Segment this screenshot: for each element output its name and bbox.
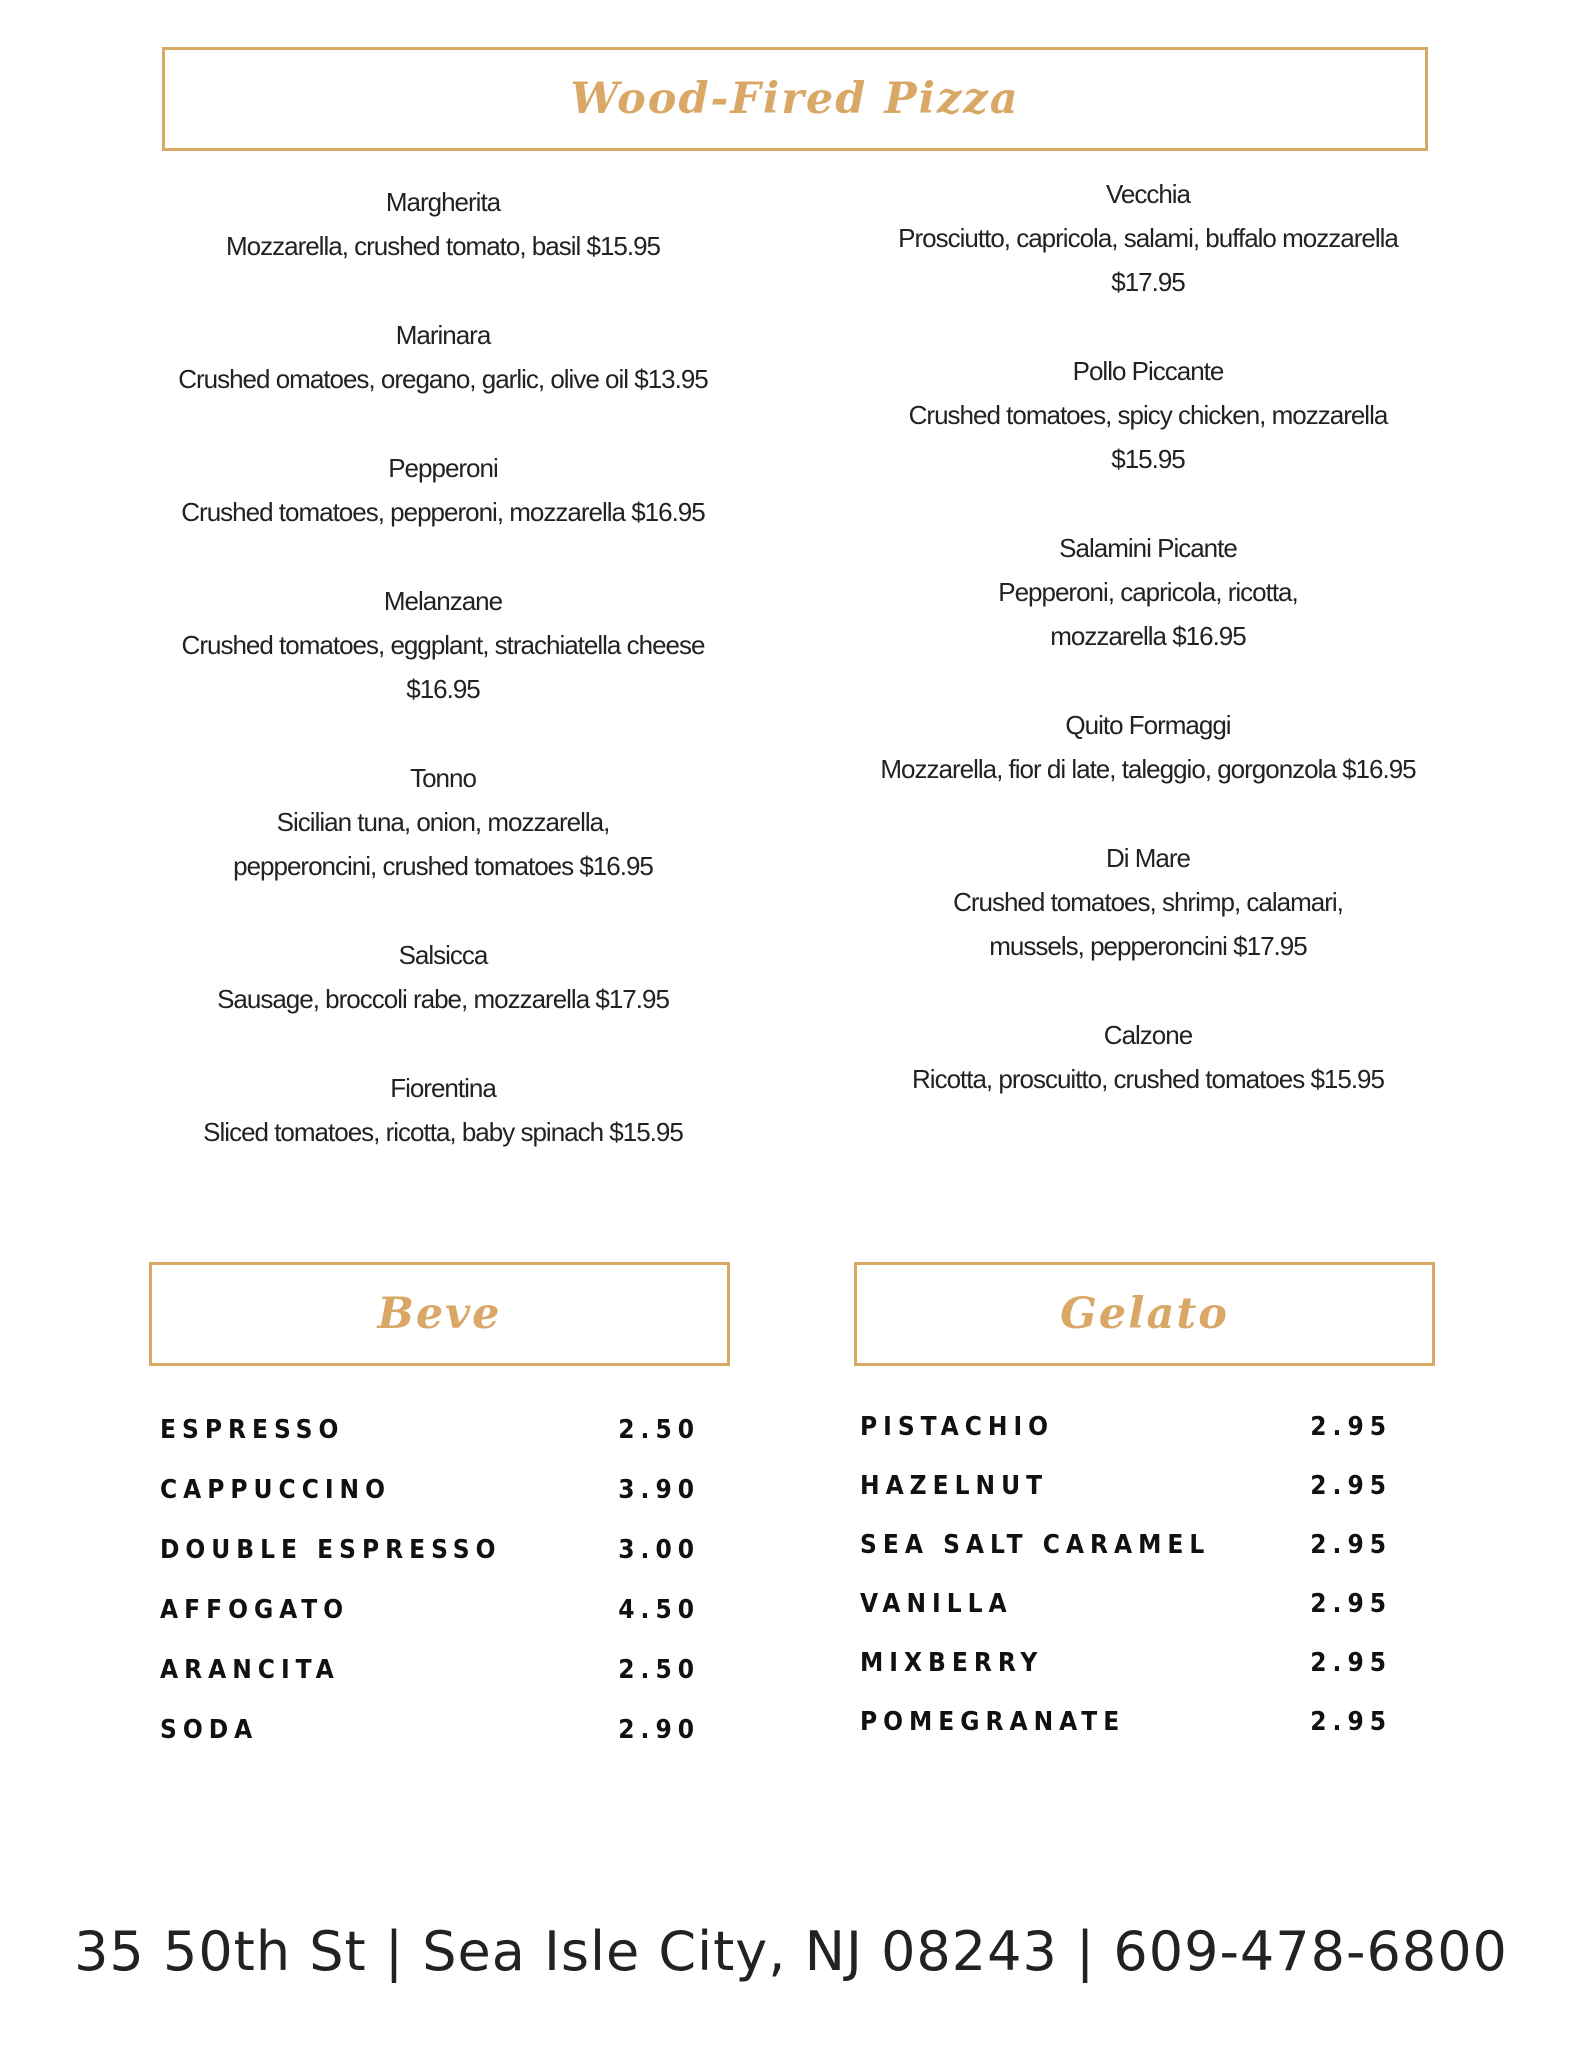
item-price: 2.50 <box>618 1655 700 1685</box>
pizza-section-title: Wood-Fired Pizza <box>570 74 1020 124</box>
gelato-list <box>860 1397 1392 1751</box>
gelato-item <box>860 1574 1392 1633</box>
item-name: POMEGRANATE <box>860 1706 1126 1737</box>
pizza-name: Calzone <box>1103 1020 1193 1050</box>
pizza-name: Salamini Picante <box>1059 533 1237 563</box>
beve-item <box>160 1520 700 1580</box>
gelato-item <box>860 1692 1392 1751</box>
gelato-item <box>860 1633 1392 1692</box>
pizza-name: Marinara <box>395 320 491 350</box>
beve-list <box>160 1400 700 1760</box>
item-price: 2.95 <box>1310 1647 1392 1678</box>
pizza-item <box>143 579 743 711</box>
item-name: HAZELNUT <box>860 1470 1049 1501</box>
item-name: SODA <box>160 1715 259 1745</box>
pizza-description: Pepperoni, capricola, ricotta, mozzarella $16.95 <box>998 577 1298 651</box>
item-price: 2.95 <box>1310 1706 1392 1737</box>
beve-section-header <box>149 1262 730 1366</box>
pizza-description: Prosciutto, capricola, salami, buffalo mozzarella $17.95 <box>898 223 1398 297</box>
pizza-name: Margherita <box>385 187 501 217</box>
item-price: 2.90 <box>618 1715 700 1745</box>
item-name: SEA SALT CARAMEL <box>860 1529 1211 1560</box>
pizza-item <box>848 836 1448 968</box>
item-price: 3.00 <box>618 1535 700 1565</box>
pizza-description: Sausage, broccoli rabe, mozzarella $17.95 <box>217 984 669 1014</box>
pizza-description: Crushed tomatoes, eggplant, strachiatella cheese $16.95 <box>181 630 705 704</box>
pizza-name: Pollo Piccante <box>1072 356 1224 386</box>
beve-item <box>160 1460 700 1520</box>
pizza-list-left <box>143 180 743 1199</box>
pizza-item <box>848 349 1448 481</box>
pizza-item <box>143 756 743 888</box>
item-price: 4.50 <box>618 1595 700 1625</box>
pizza-description: Mozzarella, fior di late, taleggio, gorgonzola $16.95 <box>880 754 1416 784</box>
item-name: MIXBERRY <box>860 1647 1044 1678</box>
pizza-description: Crushed tomatoes, spicy chicken, mozzarella $15.95 <box>908 400 1388 474</box>
gelato-section-header <box>854 1262 1435 1366</box>
pizza-description: Ricotta, proscuitto, crushed tomatoes $15.95 <box>912 1064 1384 1094</box>
pizza-item <box>143 1066 743 1154</box>
gelato-section-title: Gelato <box>1060 1289 1229 1339</box>
beve-item <box>160 1700 700 1760</box>
pizza-description: Crushed tomatoes, pepperoni, mozzarella $16.95 <box>181 497 705 527</box>
pizza-name: Quito Formaggi <box>1065 710 1231 740</box>
pizza-item <box>143 446 743 534</box>
item-name: ARANCITA <box>160 1655 340 1685</box>
item-name: DOUBLE ESPRESSO <box>160 1535 502 1565</box>
item-price: 2.95 <box>1310 1588 1392 1619</box>
pizza-name: Tonno <box>410 763 476 793</box>
pizza-description: Mozzarella, crushed tomato, basil $15.95 <box>225 231 661 261</box>
pizza-name: Di Mare <box>1105 843 1190 873</box>
pizza-description: Sliced tomatoes, ricotta, baby spinach $15.95 <box>203 1117 683 1147</box>
beve-item <box>160 1640 700 1700</box>
pizza-name: Vecchia <box>1105 179 1191 209</box>
item-price: 2.95 <box>1310 1529 1392 1560</box>
footer-address: 35 50th St | Sea Isle City, NJ 08243 | 609-478-6800 <box>74 1920 1508 1983</box>
item-name: VANILLA <box>860 1588 1013 1619</box>
pizza-item <box>143 180 743 268</box>
pizza-name: Salsicca <box>398 940 488 970</box>
pizza-item <box>848 172 1448 304</box>
item-name: ESPRESSO <box>160 1415 345 1445</box>
gelato-item <box>860 1397 1392 1456</box>
gelato-item <box>860 1456 1392 1515</box>
pizza-description: Crushed tomatoes, shrimp, calamari, mussels, pepperoncini $17.95 <box>953 887 1343 961</box>
beve-item <box>160 1400 700 1460</box>
pizza-section-header <box>162 47 1428 151</box>
pizza-description: Crushed omatoes, oregano, garlic, olive oil $13.95 <box>178 364 708 394</box>
pizza-name: Fiorentina <box>390 1073 496 1103</box>
pizza-name: Pepperoni <box>388 453 498 483</box>
pizza-list-right <box>848 172 1448 1146</box>
item-price: 2.50 <box>618 1415 700 1445</box>
beve-section-title: Beve <box>377 1289 502 1339</box>
item-name: PISTACHIO <box>860 1411 1055 1442</box>
pizza-item <box>143 313 743 401</box>
item-name: AFFOGATO <box>160 1595 350 1625</box>
beve-item <box>160 1580 700 1640</box>
pizza-name: Melanzane <box>383 586 503 616</box>
pizza-description: Sicilian tuna, onion, mozzarella, pepperoncini, crushed tomatoes $16.95 <box>233 807 653 881</box>
pizza-item <box>848 526 1448 658</box>
pizza-item <box>143 933 743 1021</box>
pizza-item <box>848 1013 1448 1101</box>
gelato-item <box>860 1515 1392 1574</box>
item-name: CAPPUCCINO <box>160 1475 392 1505</box>
item-price: 2.95 <box>1310 1470 1392 1501</box>
item-price: 2.95 <box>1310 1411 1392 1442</box>
item-price: 3.90 <box>618 1475 700 1505</box>
pizza-item <box>848 703 1448 791</box>
